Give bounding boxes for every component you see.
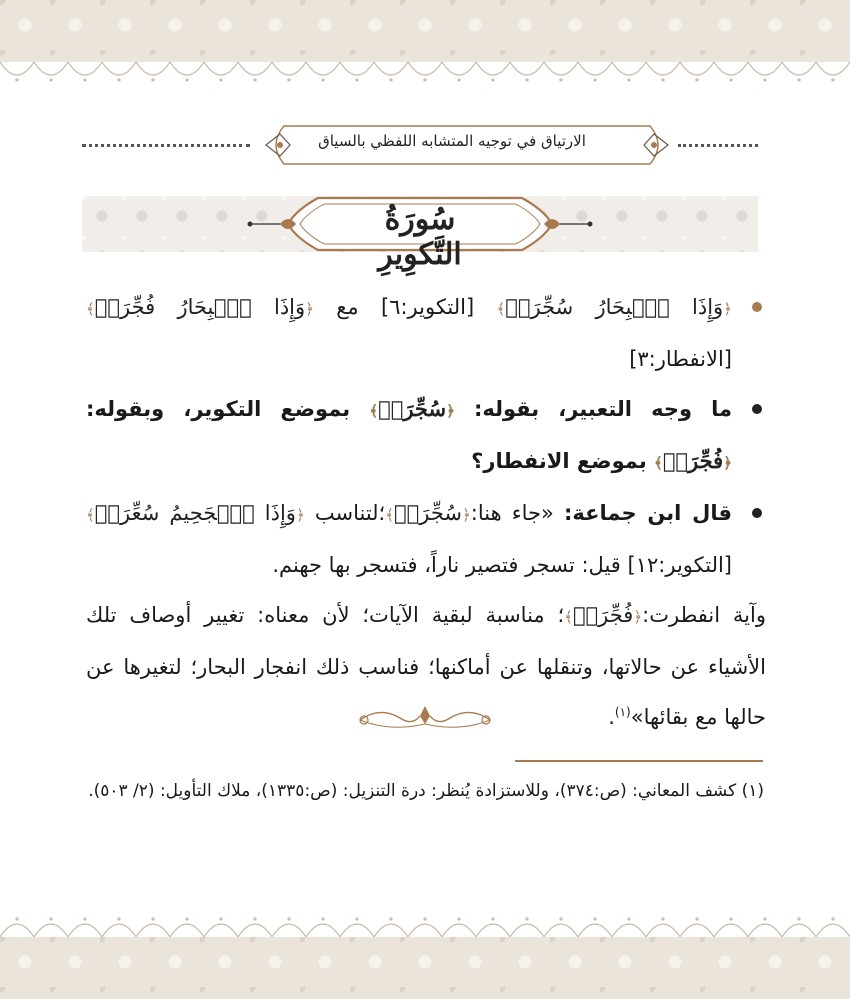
question-text: بموضع التكوير، وبقوله: (86, 397, 351, 421)
quoted-word: سُجِّرَتۡ (378, 396, 447, 421)
ornate-bracket-close: ﴾ (369, 402, 379, 420)
top-border-pattern (0, 0, 850, 62)
footnote: (١) كشف المعاني: (ص:٣٧٤)، وللاستزادة يُنظر: درة التنزيل: (ص:١٣٣٥)، ملاك التأويل: (٢/ ٥٠٣). (88, 781, 764, 801)
surah-title-banner (82, 190, 758, 272)
ornate-bracket-close: ﴾ (385, 506, 395, 524)
bottom-border-pattern (0, 937, 850, 999)
ayah-text: وَإِذَا ٱلۡجَحِيمُ سُعِّرَتۡ (94, 501, 296, 525)
ornate-bracket-close: ﴾ (654, 454, 663, 472)
quote-text: ؛لتناسب (314, 501, 386, 525)
footnote-separator (515, 760, 763, 762)
quoted-word: فُجِّرَتۡ (572, 603, 634, 627)
verse-reference: [التكوير:١٢] (627, 553, 732, 577)
ornate-bracket-close: ﴾ (86, 506, 95, 524)
bullet-item-answer (86, 488, 766, 590)
connector-text: مع (336, 295, 359, 319)
quote-text: قيل: تسجر فتصير ناراً، فتسجر بها جهنم. (272, 553, 621, 577)
ayah-text: وَإِذَا ٱلۡبِحَارُ فُجِّرَتۡ (94, 295, 306, 319)
bullet-item-question (86, 384, 766, 488)
ornate-bracket-close: ﴾ (496, 300, 506, 318)
bottom-arch-trim (0, 911, 850, 937)
ornate-bracket-open: ﴿ (305, 300, 314, 318)
verse-reference: [التكوير:٦] (380, 295, 475, 319)
running-title: الارتياق في توجيه المتشابه اللفظي بالسياق (318, 132, 586, 150)
ornate-bracket-close: ﴾ (86, 300, 95, 318)
header-dots-right (678, 144, 758, 147)
quoted-word: فُجِّرَتۡ (662, 448, 724, 473)
bullet-item-verses (86, 282, 766, 384)
ornate-bracket-open: ﴿ (446, 402, 455, 420)
top-arch-trim (0, 62, 850, 88)
ornate-bracket-close: ﴾ (564, 608, 573, 626)
bullet-dot (752, 508, 762, 518)
ornate-bracket-open: ﴿ (462, 506, 471, 524)
main-content (86, 282, 766, 742)
question-text: ما وجه التعبير، بقوله: (474, 397, 733, 421)
header-dots-left (82, 144, 250, 147)
ornate-bracket-open: ﴿ (295, 506, 305, 524)
ornate-bracket-open: ﴿ (633, 608, 643, 626)
footnote-marker[interactable]: (١) (614, 705, 631, 719)
continuation-text: وآية انفطرت: (642, 603, 766, 627)
scholar-name: قال ابن جماعة: (564, 501, 732, 525)
bullet-dot (752, 404, 762, 414)
sentence-end: . (608, 705, 615, 729)
verse-reference: [الانفطار:٣] (629, 347, 732, 371)
bullet-dot-gold (752, 302, 762, 312)
question-text: بموضع الانفطار؟ (471, 449, 647, 473)
surah-title: سُورَةُ التَّكوِيرِ (378, 202, 462, 272)
ayah-text: وَإِذَا ٱلۡبِحَارُ سُجِّرَتۡ (505, 295, 724, 319)
ornate-bracket-open: ﴿ (723, 454, 732, 472)
ornate-bracket-open: ﴿ (723, 300, 732, 318)
quote-text: «جاء هنا: (470, 501, 554, 525)
section-divider-ornament (350, 698, 500, 738)
quoted-word: سُجِّرَتۡ (394, 501, 462, 525)
continuation-text: ؛ مناسبة لبقية الآيات؛ لأن معناه: تغيير أوصاف تلك الأشياء عن حالاتها، وتنقلها عن أماكنها؛ فناسب ذلك انفجار البحار؛ لتغيرها عن حالها مع بقائها» (86, 603, 766, 729)
running-header (82, 122, 758, 168)
